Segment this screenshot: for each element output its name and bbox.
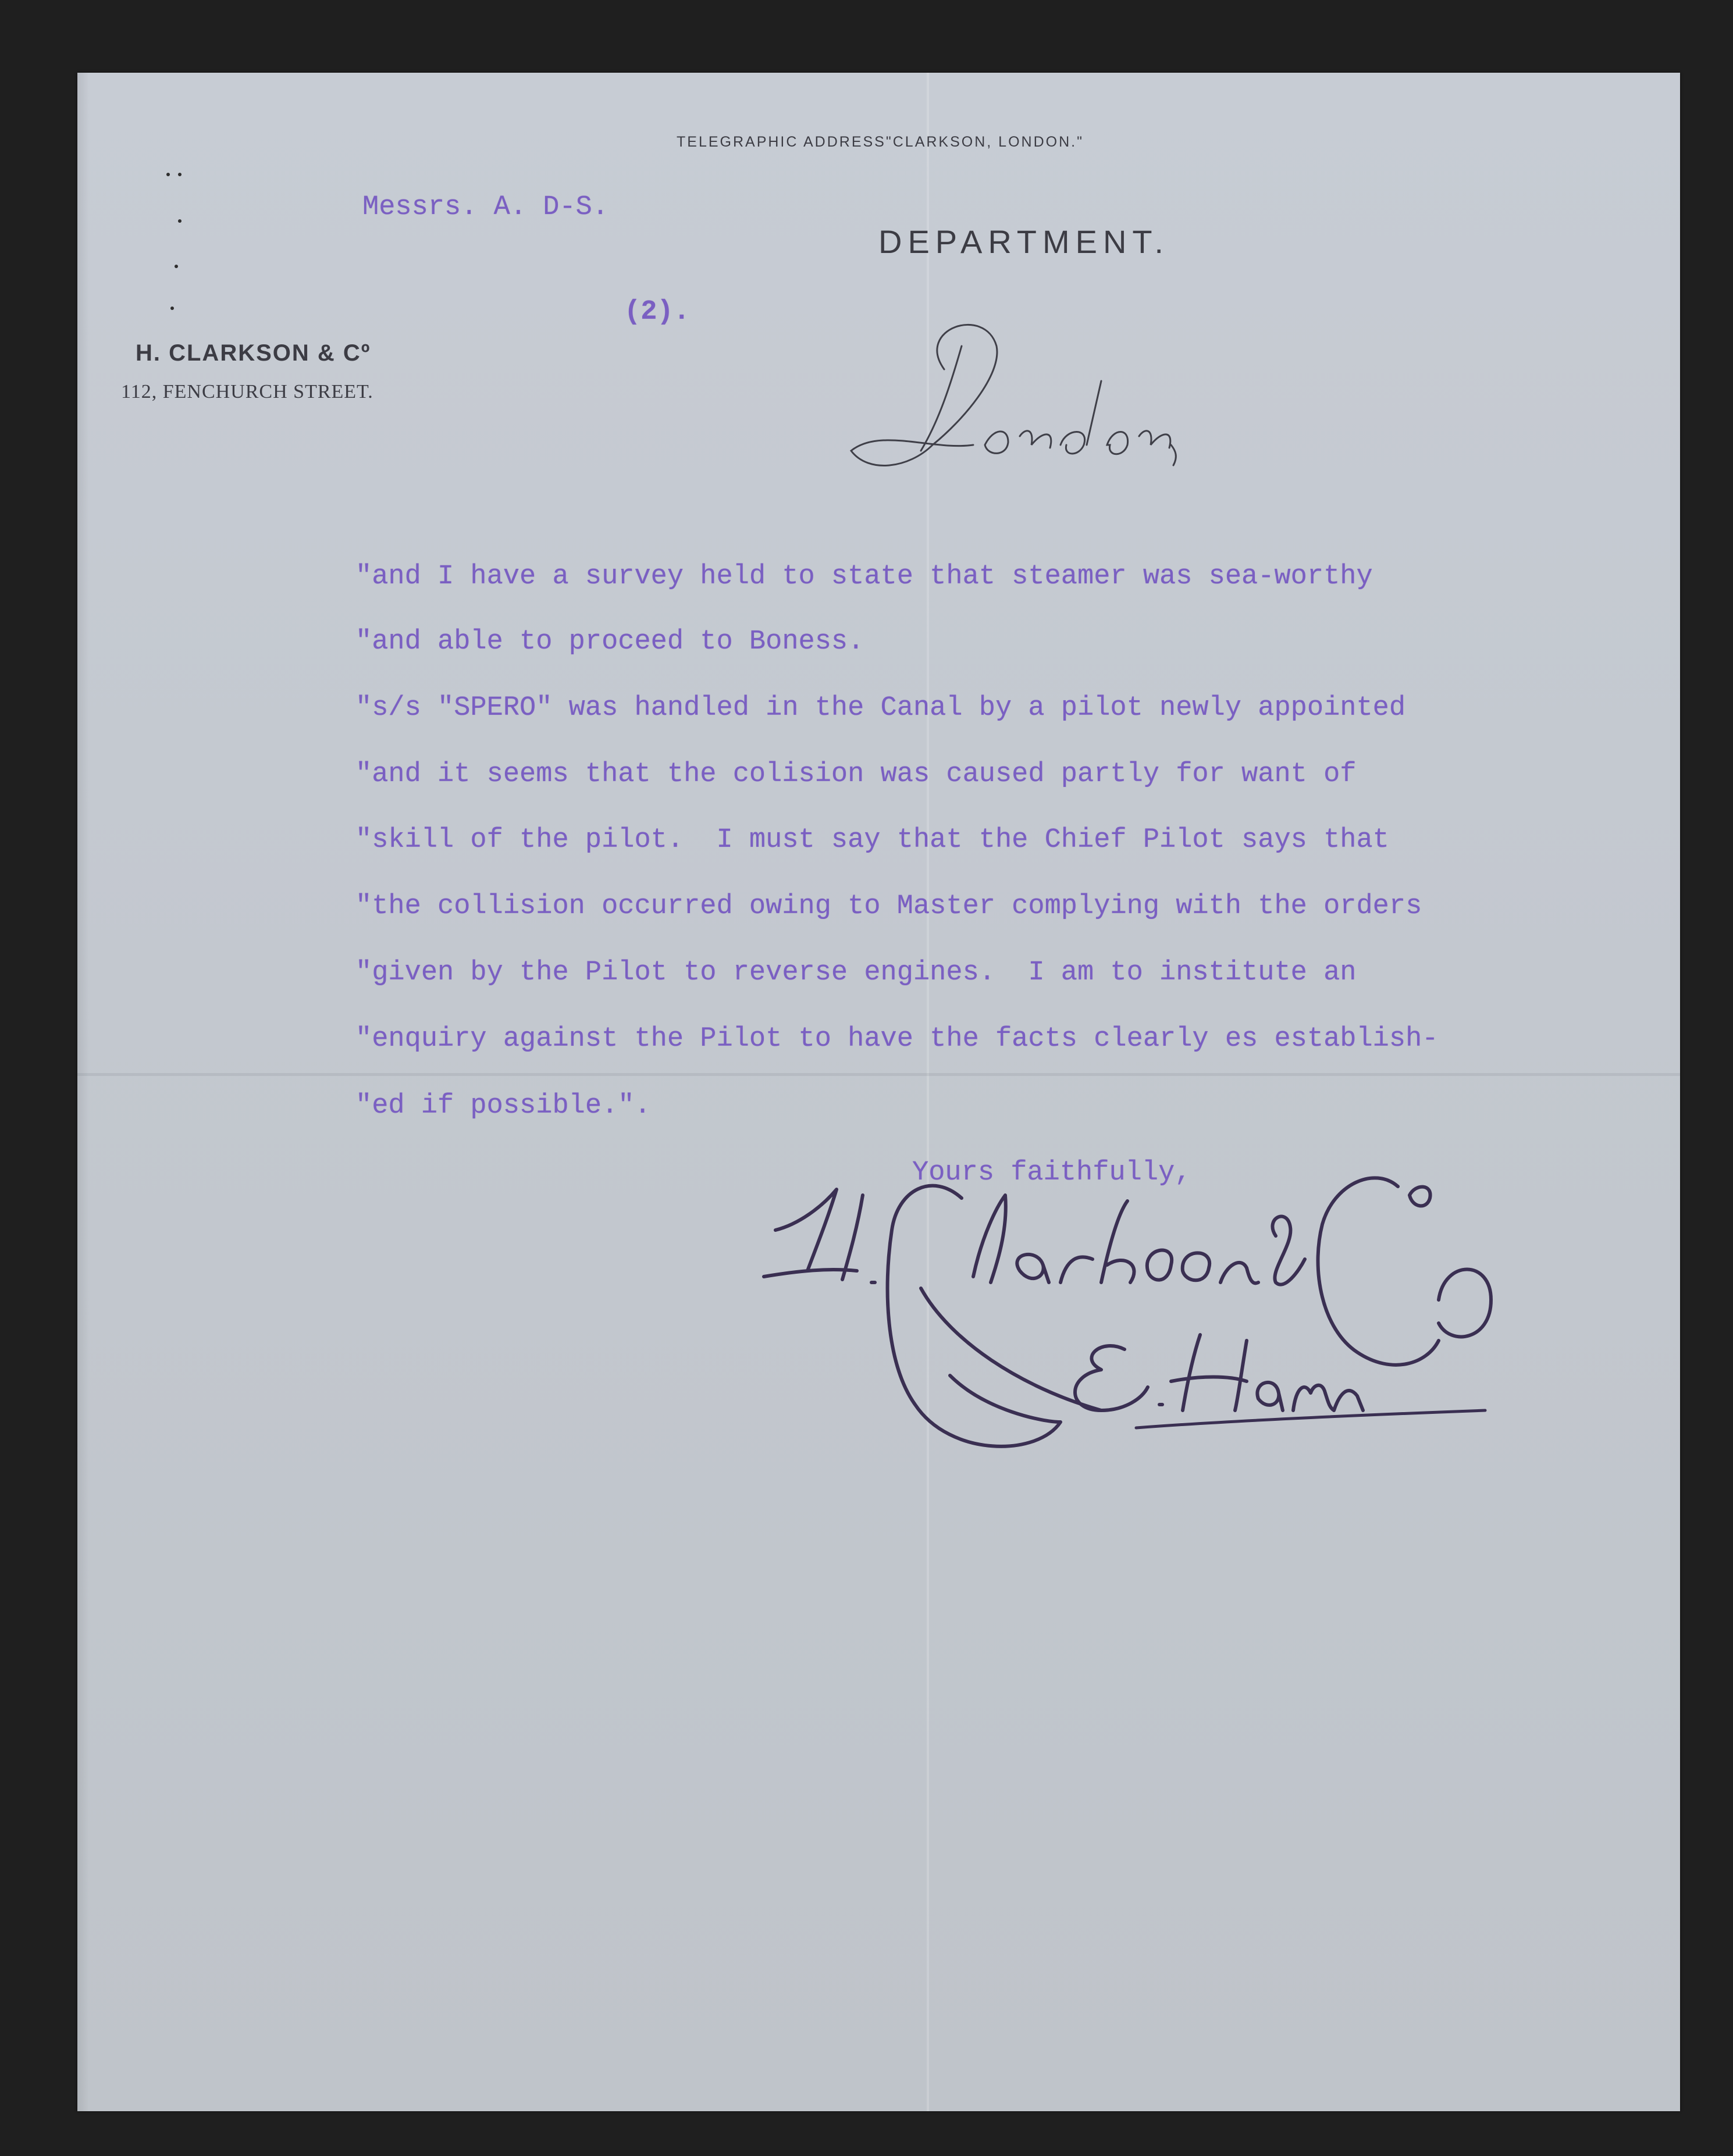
- body-line: "and I have a survey held to state that steamer was sea-worthy: [355, 561, 1373, 592]
- closing-salutation: Yours faithfully,: [912, 1157, 1191, 1188]
- body-line: "and it seems that the colision was caused partly for want of: [355, 759, 1357, 790]
- recipient-line: Messrs. A. D-S.: [362, 192, 609, 223]
- telegraphic-address: TELEGRAPHIC ADDRESS"CLARKSON, LONDON.": [677, 134, 1084, 150]
- script-and-signature-drawing: [77, 73, 1680, 2111]
- page-number: (2).: [624, 297, 690, 327]
- firm-street-address: 112, FENCHURCH STREET.: [121, 381, 373, 402]
- body-line: "ed if possible.".: [355, 1091, 651, 1121]
- body-line: "given by the Pilot to reverse engines. I am to institute an: [355, 957, 1357, 988]
- body-line: "and able to proceed to Boness.: [355, 626, 864, 657]
- body-line: "skill of the pilot. I must say that the Chief Pilot says that: [355, 825, 1389, 856]
- department-heading: DEPARTMENT.: [878, 223, 1169, 260]
- body-line: "enquiry against the Pilot to have the facts clearly es establish-: [355, 1024, 1439, 1054]
- firm-name: H. CLARKSON & Cº: [136, 340, 371, 366]
- body-line: "s/s "SPERO" was handled in the Canal by a pilot newly appointed: [355, 693, 1406, 724]
- letter-sheet: [77, 73, 1680, 2111]
- body-line: "the collision occurred owing to Master complying with the orders: [355, 891, 1422, 922]
- handwritten-signature: [764, 1178, 1491, 1446]
- london-script-mark: [851, 325, 1176, 465]
